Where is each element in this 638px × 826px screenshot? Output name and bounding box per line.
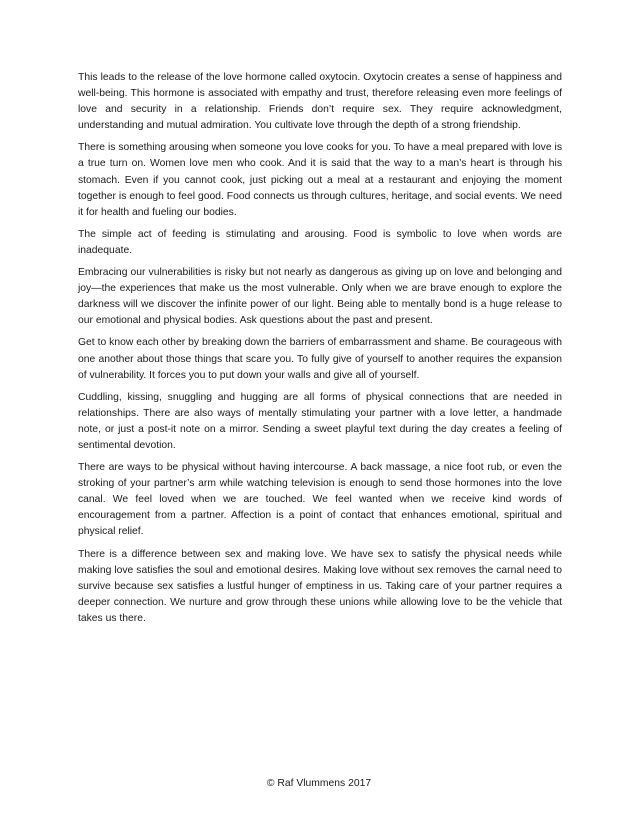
paragraph-get-to-know: Get to know each other by breaking down the barriers of embarrassment and shame. Be courageous with one another about those things that scare you. To fully give of yourself to another requires the expansion of vulnerability. It forces you to put down your walls and give all of yourself. (78, 337, 562, 381)
paragraph-cuddling: Cuddling, kissing, snuggling and hugging are all forms of physical connections that are needed in relationships. There are also ways of mentally stimulating your partner with a love letter, a handmade note, or just a post-it note on a mirror. Sending a sweet playful text during the day creates a feeling of sentimental devotion. (78, 391, 562, 451)
paragraph-sex-vs-love: There is a difference between sex and making love. We have sex to satisfy the physical needs while making love satisfies the soul and emotional desires. Making love without sex removes the carnal need to survive because sex satisfies a lustful hunger of emptiness in us. Taking care of your partner requires a deeper connection. We nurture and grow through these unions while allowing love to be the vehicle that takes us there. (78, 548, 562, 624)
body-text (78, 70, 562, 633)
copyright-footer: © Raf Vlummens 2017 (266, 778, 372, 789)
paragraph-physical: There are ways to be physical without having intercourse. A back massage, a nice foot rub, or even the stroking of your partner’s arm while watching television is enough to send those hormones into the love canal. We feel loved when we are touched. We feel wanted when we receive kind words of encouragement from a partner. Affection is a point of contact that enhances emotional, spiritual and physical relief. (78, 462, 562, 538)
paragraph-cooking: There is something arousing when someone you love cooks for you. To have a meal prepared with love is a true turn on. Women love men who cook. And it is said that the way to a man’s heart is through his stomach. Even if you cannot cook, just picking out a meal at a restaurant and enjoying the moment together is enough to feel good. Food connects us through cultures, heritage, and social events. We need it for health and fueling our bodies. (78, 142, 562, 218)
paragraph-vulnerability: Embracing our vulnerabilities is risky but not nearly as dangerous as giving up on love and belonging and joy—the experiences that make us the most vulnerable. Only when we are brave enough to explore the darkness will we discover the infinite power of our light. Being able to mentally bond is a huge release to our emotional and physical bodies. Ask questions about the past and present. (78, 267, 562, 327)
paragraph-oxytocin: This leads to the release of the love hormone called oxytocin. Oxytocin creates a sense of happiness and well-being. This hormone is associated with empathy and trust, therefore releasing even more feelings of love and security in a relationship. Friends don’t require sex. They require acknowledgment, understanding and mutual admiration. You cultivate love through the depth of a strong friendship. (78, 72, 562, 132)
paragraph-feeding: The simple act of feeding is stimulating and arousing. Food is symbolic to love when words are inadequate. (78, 228, 562, 256)
